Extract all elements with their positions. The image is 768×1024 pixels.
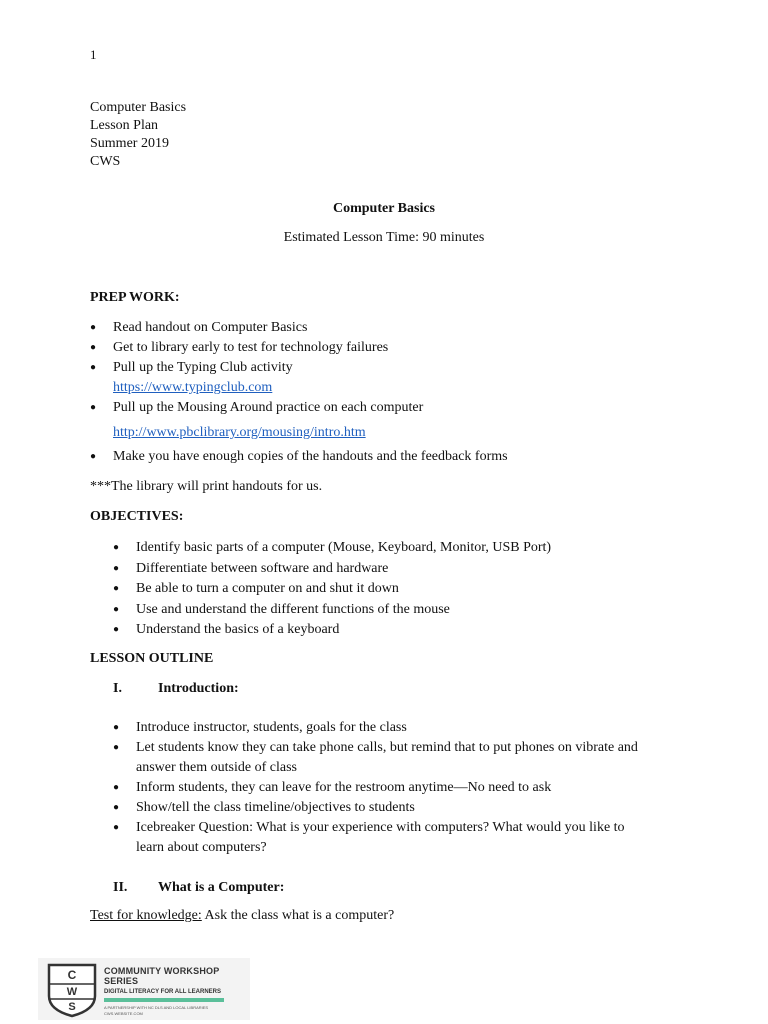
list-item xyxy=(113,738,693,778)
list-item-text-cont: answer them outside of class xyxy=(136,760,297,775)
header-line-type: Lesson Plan xyxy=(90,118,159,133)
list-item-text: Make you have enough copies of the handouts and the feedback forms xyxy=(113,449,508,464)
prep-work-list xyxy=(90,318,690,467)
logo-line-1: COMMUNITY WORKSHOP SERIES xyxy=(104,966,220,986)
cws-logo xyxy=(38,958,250,1020)
section-what-is-computer-heading xyxy=(113,880,284,896)
list-item: ● Inform students, they can leave for the restroom anytime—No need to ask xyxy=(113,778,693,798)
shield-letter-w: W xyxy=(66,986,78,998)
list-item-text: Pull up the Typing Club activity xyxy=(113,360,293,375)
typingclub-link[interactable]: https://www.typingclub.com xyxy=(113,380,273,395)
section-title: What is a Computer: xyxy=(158,880,285,895)
document-title: Computer Basics xyxy=(332,201,436,216)
document-subtitle: Estimated Lesson Time: 90 minutes xyxy=(283,230,485,245)
section-introduction-heading xyxy=(113,681,239,697)
list-item: ● Use and understand the different functions of the mouse xyxy=(113,600,713,621)
logo-line-3: A PARTNERSHIP WITH NC DLS AND LOCAL LIBRARIES xyxy=(104,1005,209,1010)
list-item-text: Icebreaker Question: What is your experience with computers? What would you like to xyxy=(136,820,625,835)
list-item-text: Pull up the Mousing Around practice on each computer xyxy=(113,400,424,415)
test-text: Ask the class what is a computer? xyxy=(201,908,395,923)
introduction-list xyxy=(113,718,693,858)
section-number: I. xyxy=(113,681,122,696)
header-line-org: CWS xyxy=(90,154,121,169)
logo-text xyxy=(104,966,244,1016)
page-number: 1 xyxy=(90,47,97,62)
list-item: ● Introduce instructor, students, goals for the class xyxy=(113,718,693,738)
logo-line-4: CWS.WEBSITE.COM xyxy=(104,1011,143,1016)
list-item: ● Show/tell the class timeline/objectives to students xyxy=(113,798,693,818)
list-item xyxy=(90,398,690,447)
section-number: II. xyxy=(113,880,128,895)
list-item: ● Understand the basics of a keyboard xyxy=(113,620,713,641)
list-item-text: Read handout on Computer Basics xyxy=(113,320,308,335)
list-item-text: Get to library early to test for technology failures xyxy=(113,340,389,355)
shield-letter-c: C xyxy=(67,968,77,982)
list-item-text-cont: learn about computers? xyxy=(136,840,267,855)
test-for-knowledge xyxy=(90,908,394,924)
logo-accent-bar xyxy=(104,998,224,1002)
lesson-outline-heading: LESSON OUTLINE xyxy=(90,651,214,666)
section-title: Introduction: xyxy=(158,681,239,696)
list-item xyxy=(90,338,690,358)
prep-work-heading: PREP WORK: xyxy=(90,290,180,305)
list-item xyxy=(90,358,690,398)
objectives-heading: OBJECTIVES: xyxy=(90,509,184,524)
list-item-text: Let students know they can take phone calls, but remind that to put phones on vibrate and xyxy=(136,740,638,755)
list-item xyxy=(113,818,693,858)
list-item xyxy=(90,318,690,338)
list-item xyxy=(90,447,690,467)
objectives-list xyxy=(113,538,713,641)
list-item: ● Differentiate between software and hardware xyxy=(113,559,713,580)
list-item: ● Identify basic parts of a computer (Mouse, Keyboard, Monitor, USB Port) xyxy=(113,538,713,559)
logo-line-2: DIGITAL LITERACY FOR ALL LEARNERS xyxy=(104,989,222,995)
list-item: ● Be able to turn a computer on and shut it down xyxy=(113,579,713,600)
shield-letter-s: S xyxy=(68,1001,76,1013)
document-header xyxy=(90,99,186,171)
header-line-term: Summer 2019 xyxy=(90,136,169,151)
test-label: Test for knowledge: xyxy=(90,908,202,923)
shield-icon xyxy=(46,962,98,1018)
handout-note: ***The library will print handouts for us. xyxy=(90,479,323,494)
mousing-around-link[interactable]: http://www.pbclibrary.org/mousing/intro.htm xyxy=(113,425,366,440)
header-line-course: Computer Basics xyxy=(90,100,187,115)
